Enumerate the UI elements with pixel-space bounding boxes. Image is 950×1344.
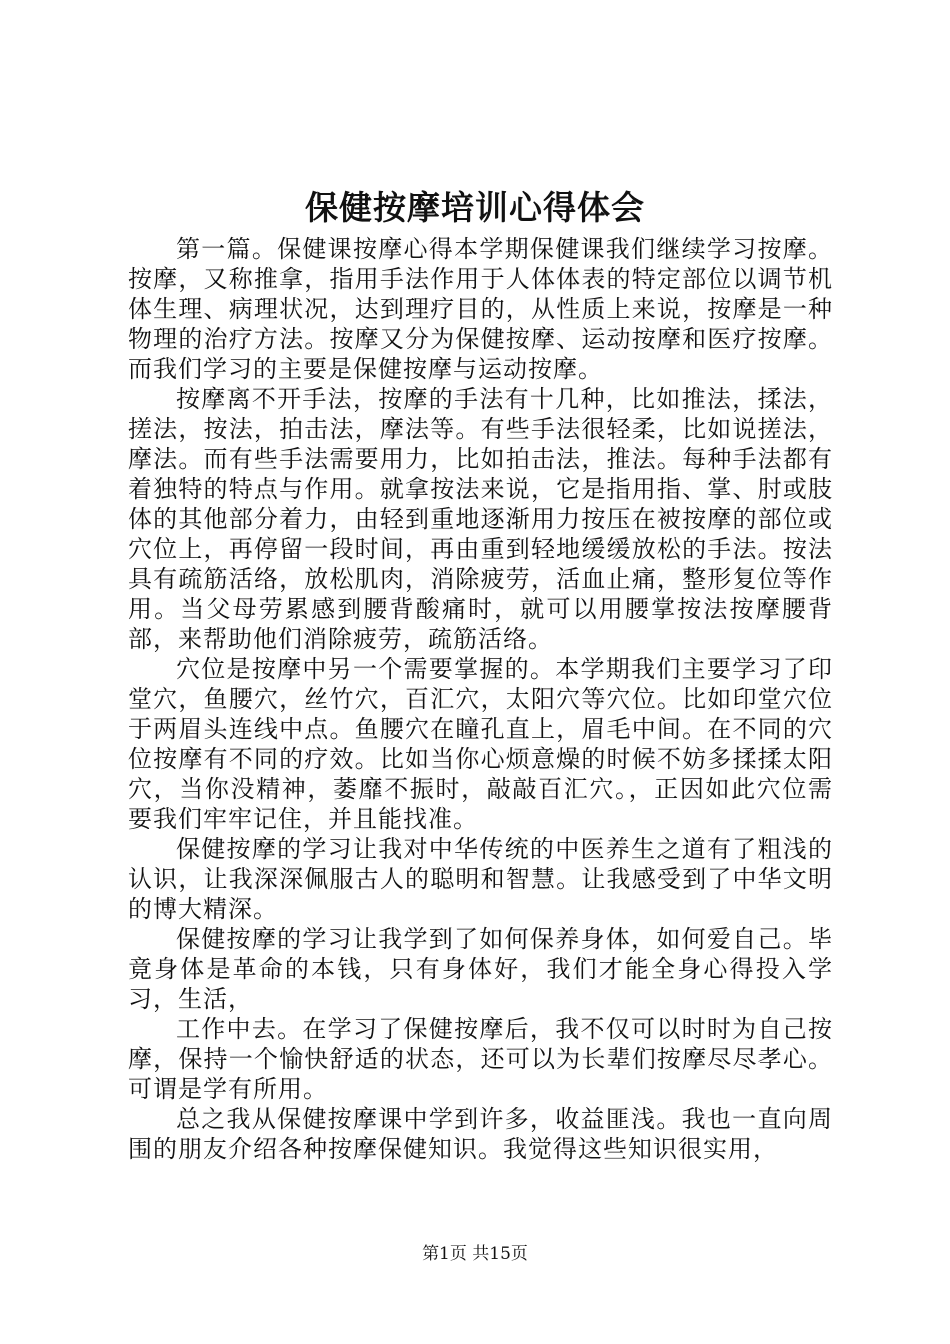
page-number-footer: 第1页 共15页: [422, 1244, 528, 1264]
document-title: 保健按摩培训心得体会: [305, 188, 645, 227]
paragraph: 按摩离不开手法，按摩的手法有十几种，比如推法，揉法，搓法，按法，拍击法，摩法等。有些手法很轻柔，比如说搓法，摩法。而有些手法需要用力，比如拍击法，推法。每种手法都有着独特的特点与作用。就拿按法来说，它是指用指、掌、肘或肢体的其他部分着力，由轻到重地逐渐用力按压在被按摩的部位或穴位上，再停留一段时间，再由重到轻地缓缓放松的手法。按法具有疏筋活络，放松肌肉，消除疲劳，活血止痛，整形复位等作用。当父母劳累感到腰背酸痛时，就可以用腰掌按法按摩腰背部，来帮助他们消除疲劳，疏筋活络。: [128, 385, 833, 653]
paragraph: 穴位是按摩中另一个需要掌握的。本学期我们主要学习了印堂穴，鱼腰穴，丝竹穴，百汇穴，太阳穴等穴位。比如印堂穴位于两眉头连线中点。鱼腰穴在瞳孔直上，眉毛中间。在不同的穴位按摩有不同的疗效。比如当你心烦意燥的时候不妨多揉揉太阳穴，当你没精神，萎靡不振时，敲敲百汇穴。，正因如此穴位需要我们牢牢记住，并且能找准。: [128, 655, 833, 833]
paragraph: 工作中去。在学习了保健按摩后，我不仅可以时时为自己按摩，保持一个愉快舒适的状态，还可以为长辈们按摩尽尽孝心。可谓是学有所用。: [128, 1015, 833, 1103]
document-body: [128, 234, 833, 1164]
paragraph: 总之我从保健按摩课中学到许多，收益匪浅。我也一直向周围的朋友介绍各种按摩保健知识。我觉得这些知识很实用，: [128, 1105, 833, 1163]
paragraph: 保健按摩的学习让我对中华传统的中医养生之道有了粗浅的认识，让我深深佩服古人的聪明和智慧。让我感受到了中华文明的博大精深。: [128, 835, 833, 923]
paragraph: 保健按摩的学习让我学到了如何保养身体，如何爱自己。毕竟身体是革命的本钱，只有身体好，我们才能全身心得投入学习，生活，: [128, 925, 833, 1013]
paragraph: 第一篇。保健课按摩心得本学期保健课我们继续学习按摩。按摩，又称推拿，指用手法作用于人体体表的特定部位以调节机体生理、病理状况，达到理疗目的，从性质上来说，按摩是一种物理的治疗方法。按摩又分为保健按摩、运动按摩和医疗按摩。而我们学习的主要是保健按摩与运动按摩。: [128, 235, 833, 383]
